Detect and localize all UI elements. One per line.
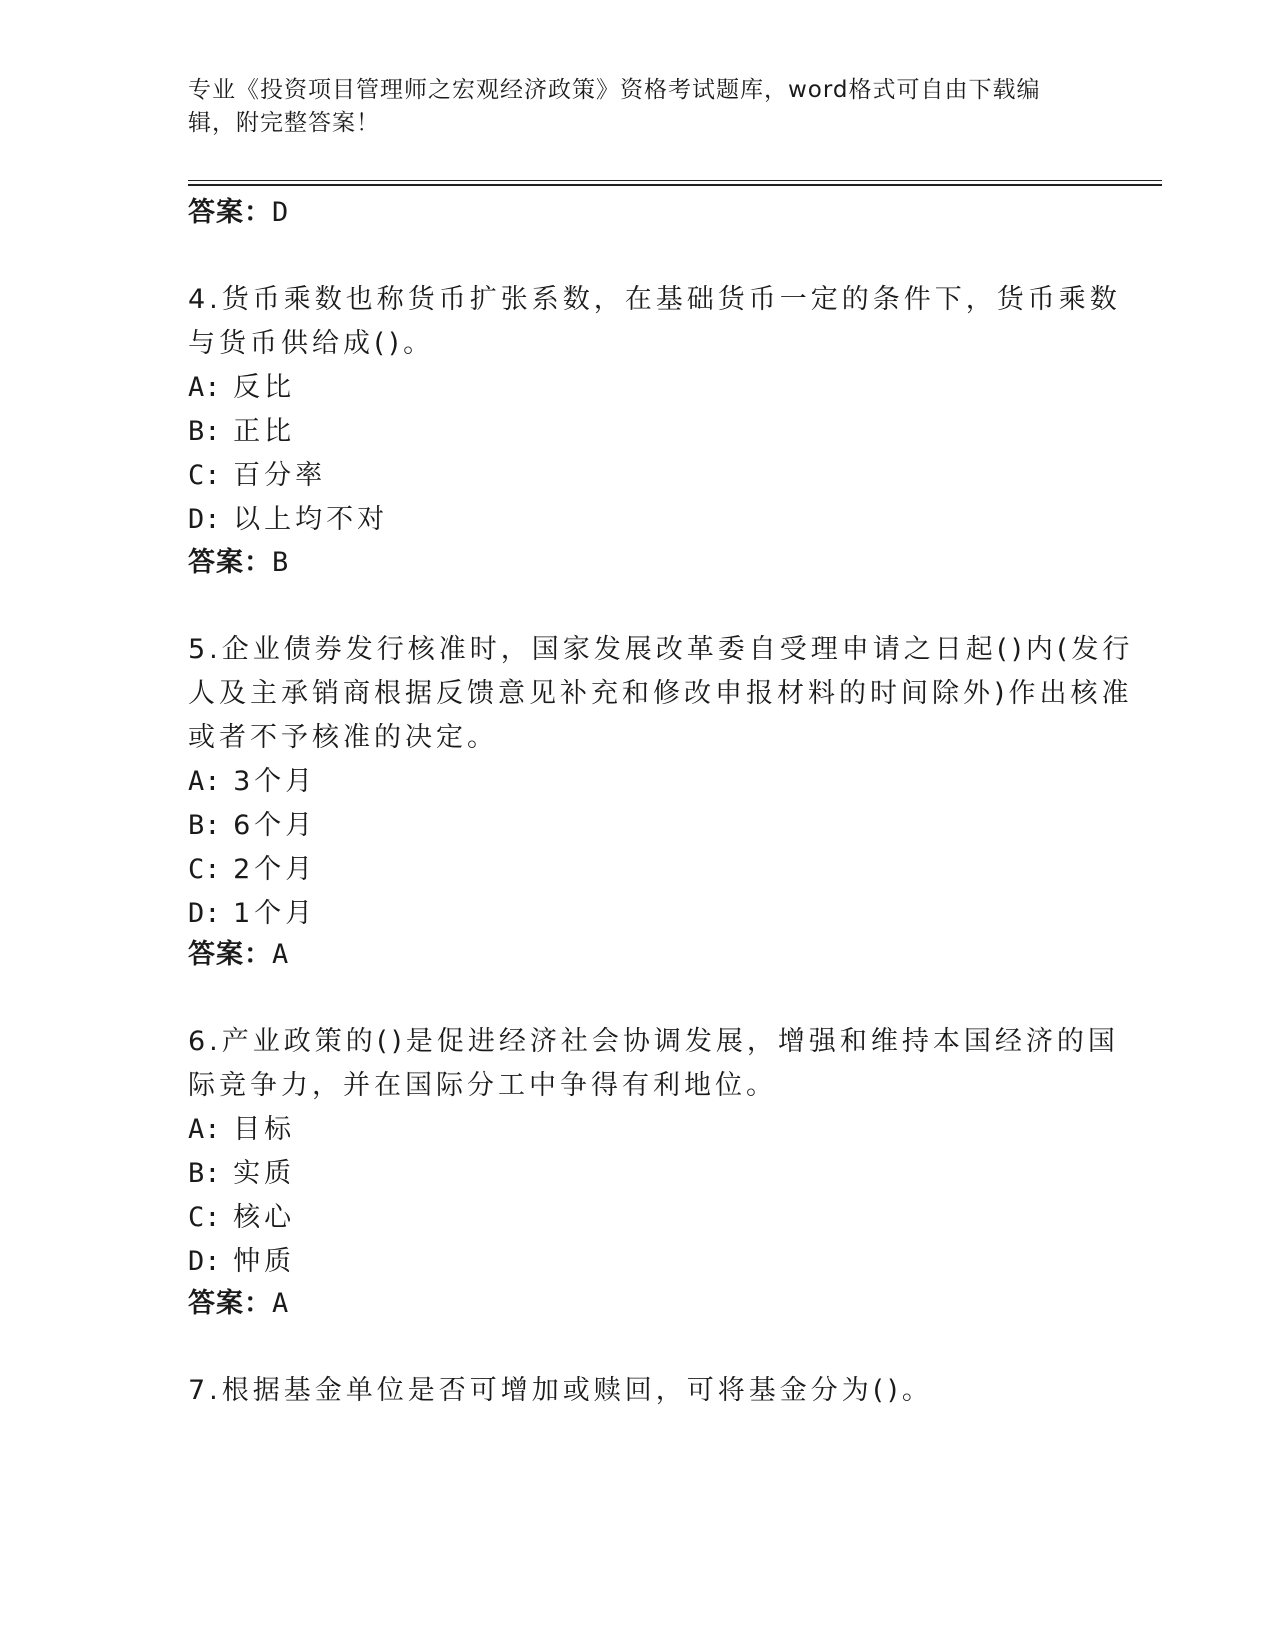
option-key: D:	[188, 504, 221, 535]
option-a	[188, 1107, 295, 1146]
option-key: B:	[188, 810, 221, 841]
header-rule-thin	[188, 180, 1162, 181]
option-d	[188, 891, 316, 930]
question-text-line: 6.产业政策的()是促进经济社会协调发展，增强和维持本国经济的国	[188, 1026, 1119, 1057]
question-text-line: 际竞争力，并在国际分工中争得有利地位。	[188, 1070, 777, 1101]
option-key: B:	[188, 1158, 221, 1189]
option-text: 2个月	[233, 854, 317, 885]
answer-label: 答案：	[188, 197, 272, 228]
option-a	[188, 759, 316, 798]
question-text-line: 7.根据基金单位是否可增加或赎回，可将基金分为()。	[188, 1375, 933, 1406]
answer-value: A	[272, 939, 290, 970]
option-text: 6个月	[233, 810, 317, 841]
option-key: D:	[188, 898, 221, 929]
option-d	[188, 497, 388, 536]
option-text: 百分率	[233, 460, 327, 491]
header-rule-thick	[188, 184, 1162, 186]
option-text: 1个月	[233, 898, 317, 929]
option-c	[188, 1195, 295, 1234]
header-line-1: 专业《投资项目管理师之宏观经济政策》资格考试题库，word格式可自由下载编	[188, 77, 1041, 103]
option-text: 3个月	[233, 766, 317, 797]
option-key: C:	[188, 1202, 221, 1233]
answer-label: 答案：	[188, 547, 272, 578]
answer-value: D	[272, 197, 290, 228]
option-text: 以上均不对	[233, 504, 389, 535]
option-text: 核心	[233, 1202, 296, 1233]
option-c	[188, 847, 316, 886]
answer-line	[188, 932, 289, 971]
option-key: A:	[188, 372, 221, 403]
header-line-2: 辑，附完整答案！	[188, 110, 380, 136]
answer-label: 答案：	[188, 939, 272, 970]
answer-line	[188, 190, 289, 229]
question-text-line: 4.货币乘数也称货币扩张系数，在基础货币一定的条件下，货币乘数	[188, 284, 1121, 315]
option-c	[188, 453, 326, 492]
option-key: A:	[188, 766, 221, 797]
answer-value: B	[272, 547, 290, 578]
option-key: D:	[188, 1246, 221, 1277]
option-b	[188, 409, 295, 448]
answer-label: 答案：	[188, 1288, 272, 1319]
option-key: C:	[188, 854, 221, 885]
question-text-line: 5.企业债券发行核准时，国家发展改革委自受理申请之日起()内(发行	[188, 634, 1134, 665]
option-text: 目标	[233, 1114, 296, 1145]
option-text: 实质	[233, 1158, 296, 1189]
option-key: B:	[188, 416, 221, 447]
answer-value: A	[272, 1288, 290, 1319]
option-b	[188, 803, 316, 842]
question-text-line: 或者不予核准的决定。	[188, 722, 498, 753]
option-text: 正比	[233, 416, 296, 447]
answer-line	[188, 1281, 289, 1320]
option-key: A:	[188, 1114, 221, 1145]
option-text: 忡质	[233, 1246, 296, 1277]
option-a	[188, 365, 295, 404]
document-header	[188, 74, 1068, 140]
option-text: 反比	[233, 372, 296, 403]
question-text-line: 人及主承销商根据反馈意见补充和修改申报材料的时间除外)作出核准	[188, 678, 1133, 709]
question-text-line: 与货币供给成()。	[188, 328, 435, 359]
option-key: C:	[188, 460, 221, 491]
answer-line	[188, 540, 289, 579]
option-b	[188, 1151, 295, 1190]
option-d	[188, 1239, 295, 1278]
